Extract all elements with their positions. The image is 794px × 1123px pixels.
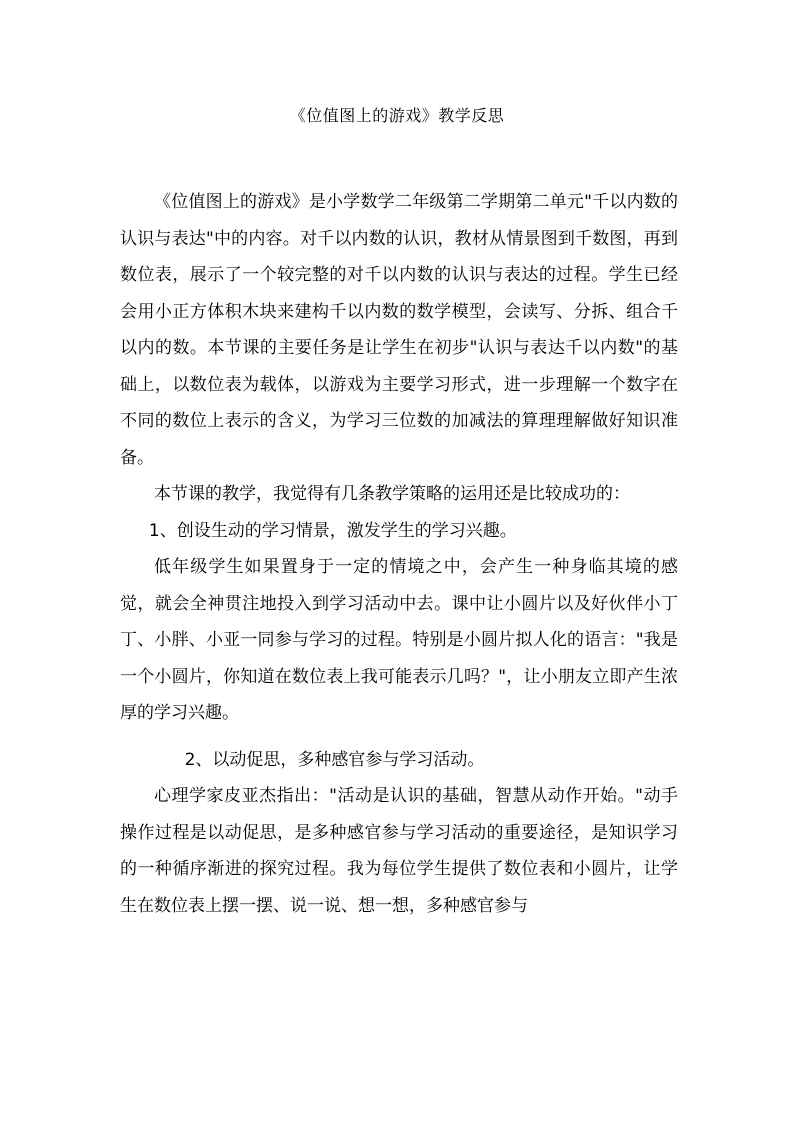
paragraph-strategies: 本节课的教学，我觉得有几条教学策略的运用还是比较成功的： [154, 484, 630, 504]
paragraph-section-2: 心理学家皮亚杰指出："活动是认识的基础，智慧从动作开始。"动手操作过程是以动促思，是多种感官参与学习活动的重要途径，是知识学习的一种循序渐进的探究过程。我为每位学生提供了数位表和小圆片，让学生在数位表上摆一摆、说一说、想一想，多种感官参与 [120, 786, 678, 916]
document-body [120, 184, 678, 924]
section-heading-1: 1、创设生动的学习情景，激发学生的学习兴趣。 [148, 520, 517, 541]
paragraph-intro: 《位值图上的游戏》是小学数学二年级第二学期第二单元"千以内数的认识与表达"中的内容。对千以内数的认识，教材从情景图到千数图，再到数位表，展示了一个较完整的对千以内数的认识与表达的过程。学生已经会用小正方体积木块来建构千以内数的数学模型，会读写、分拆、组合千以内的数。本节课的主要任务是让学生在初步"认识与表达千以内数"的基础上，以数位表为载体，以游戏为主要学习形式，进一步理解一个数字在不同的数位上表示的含义，为学习三位数的加减法的算理理解做好知识准备。 [120, 192, 678, 468]
document-title: 《位值图上的游戏》教学反思 [289, 106, 505, 125]
section-heading-2: 2、以动促思，多种感官参与学习活动。 [184, 749, 485, 770]
paragraph-section-1: 低年级学生如果置身于一定的情境之中，会产生一种身临其境的感觉，就会全神贯注地投入到学习活动中去。课中让小圆片以及好伙伴小丁丁、小胖、小亚一同参与学习的过程。特别是小圆片拟人化的语言："我是一个小圆片，你知道在数位表上我可能表示几吗？"，让小朋友立即产生浓厚的学习兴趣。 [120, 557, 678, 723]
